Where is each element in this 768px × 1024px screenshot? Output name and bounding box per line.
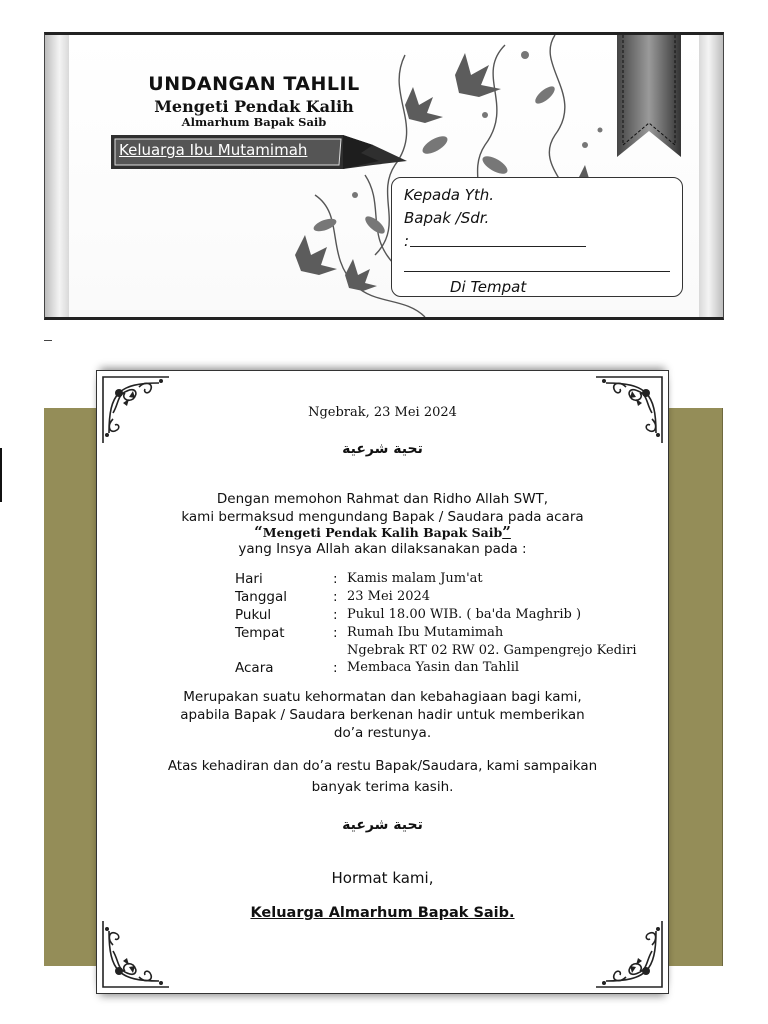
detail-label-event: Acara	[235, 660, 274, 676]
detail-value-place: Rumah Ibu Mutamimah	[347, 625, 504, 640]
address-recipient-line: Bapak /Sdr.	[404, 209, 490, 227]
thanks-line-2: banyak terima kasih.	[311, 779, 454, 795]
address-colon: :	[404, 232, 410, 250]
arabic-closing: تحية شرعية	[342, 817, 423, 833]
detail-value-event: Membaca Yasin dan Tahlil	[347, 660, 520, 675]
address-place: Di Tempat	[450, 278, 527, 296]
detail-value-date: 23 Mei 2024	[347, 589, 431, 604]
detail-colon-event: :	[333, 660, 338, 676]
tiny-mark	[44, 340, 52, 341]
detail-colon-place: :	[333, 625, 338, 641]
corner-ornament-bl	[99, 919, 171, 991]
detail-label-day: Hari	[235, 571, 263, 587]
address-box	[391, 177, 683, 297]
invitation-title: UNDANGAN TAHLIL	[148, 73, 360, 95]
address-rule-1	[410, 246, 586, 247]
quote-close: ”	[502, 523, 511, 541]
regards: Hormat kami,	[331, 869, 434, 887]
thanks-line-1: Atas kehadiran dan do’a restu Bapak/Saudara, kami sampaikan	[167, 758, 598, 774]
detail-label-time: Pukul	[235, 607, 272, 623]
deceased-name: Almarhum Bapak Saib	[181, 115, 327, 129]
letter-date: Ngebrak, 23 Mei 2024	[308, 405, 457, 420]
detail-colon-day: :	[333, 571, 338, 587]
corner-ornament-br	[594, 919, 666, 991]
closing-line-2: apabila Bapak / Saudara berkenan hadir untuk memberikan	[180, 707, 585, 723]
opening-line-1: Dengan memohon Rahmat dan Ridho Allah SWT,	[216, 491, 549, 507]
detail-label-place: Tempat	[235, 625, 285, 641]
envelope-right-roll	[699, 35, 723, 317]
detail-value-address: Ngebrak RT 02 RW 02. Gampengrejo Kediri	[347, 643, 637, 658]
event-title: Mengeti Pendak Kalih Bapak Saib	[262, 525, 503, 540]
opening-line-2: kami bermaksud mengundang Bapak / Saudara pada acara	[181, 509, 584, 525]
detail-colon-time: :	[333, 607, 338, 623]
address-to-line: Kepada Yth.	[404, 186, 495, 204]
side-mark	[0, 448, 2, 502]
detail-value-time: Pukul 18.00 WIB. ( ba'da Maghrib )	[347, 607, 582, 622]
family-ribbon-label: Keluarga Ibu Mutamimah	[119, 141, 308, 159]
event-title-line	[97, 523, 668, 541]
quote-open: “	[254, 523, 263, 541]
signature-family: Keluarga Almarhum Bapak Saib.	[250, 905, 515, 921]
detail-label-date: Tanggal	[235, 589, 288, 605]
invitation-subtitle: Mengeti Pendak Kalih	[154, 97, 354, 116]
address-rule-2	[404, 271, 670, 272]
envelope-card	[44, 32, 724, 320]
detail-value-day: Kamis malam Jum'at	[347, 571, 483, 586]
olive-frame-left	[44, 408, 104, 966]
closing-line-1: Merupakan suatu kehormatan dan kebahagiaan bagi kami,	[183, 689, 582, 705]
invitation-letter	[96, 370, 669, 994]
olive-frame-right	[664, 408, 723, 966]
bookmark-ribbon	[617, 35, 681, 161]
envelope-left-roll	[45, 35, 69, 317]
opening-line-3: yang Insya Allah akan dilaksanakan pada :	[238, 541, 527, 557]
closing-line-3: do’a restunya.	[333, 725, 432, 741]
detail-colon-date: :	[333, 589, 338, 605]
arabic-greeting: تحية شرعية	[342, 441, 423, 457]
